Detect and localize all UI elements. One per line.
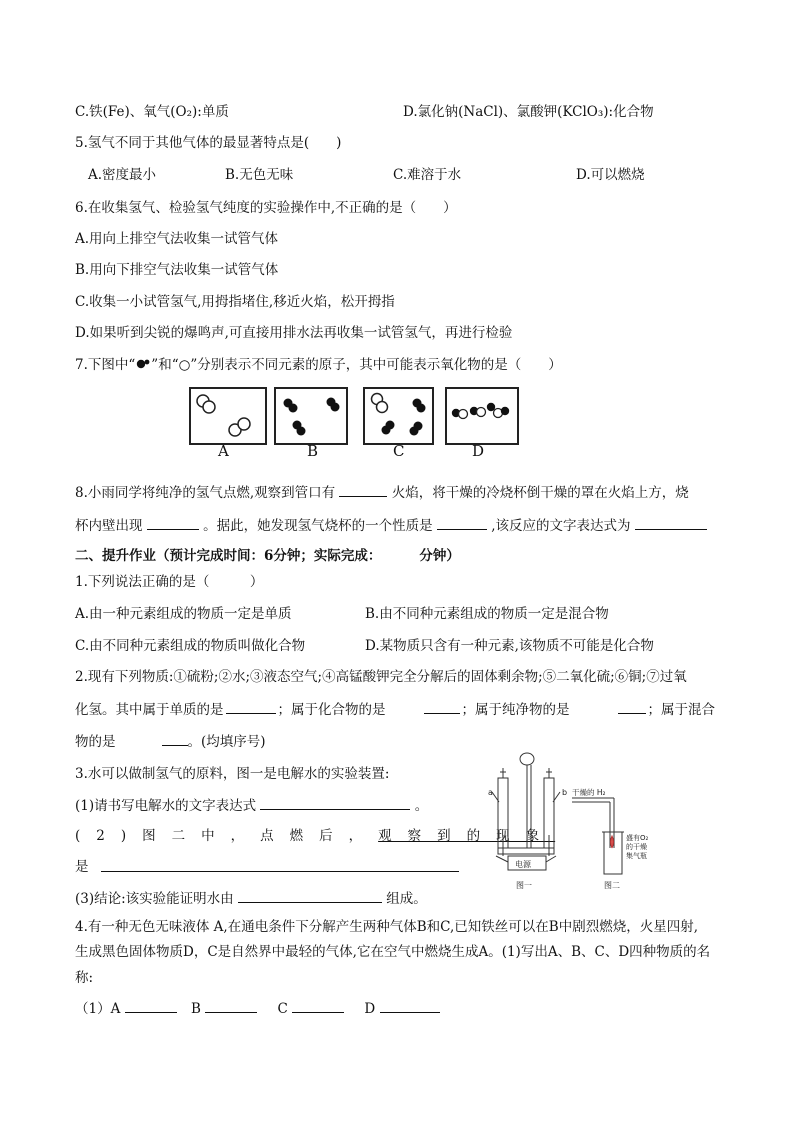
p2-blank-pure[interactable] (618, 699, 646, 714)
q7-label-d: D (472, 442, 485, 460)
p4-line-3: 称: (75, 970, 94, 986)
q6-option-a: A.用向上排空气法收集一试管气体 (75, 231, 279, 247)
q7-label-b: B (307, 442, 319, 460)
p3-apparatus-figures (478, 750, 678, 895)
section-2-title-text: 二、提升作业（预计完成时间：6分钟；实际完成： (75, 548, 382, 564)
p3-blank-composition[interactable] (238, 888, 382, 903)
p3-sub-2-underlined: 观察到的现象 (378, 828, 556, 844)
p4-label-c: C (277, 1001, 288, 1017)
p3-sub-3-end: 组成。 (386, 891, 427, 907)
p3-sub-3-text: (3)结论:该实验能证明水由 (75, 891, 234, 907)
p1-option-a: A.由一种元素组成的物质一定是单质 (75, 606, 292, 622)
p4-blank-b[interactable] (205, 998, 257, 1013)
figure-2-bottle-label-1: 盛有O₂ (626, 834, 649, 842)
p3-blank-observation[interactable] (101, 857, 459, 872)
q8-blank-flame[interactable] (339, 482, 387, 497)
p2-text-b: ；属于化合物的是 (277, 702, 386, 718)
p2-text-e: 物的是 (75, 734, 116, 750)
q8-line-2 (75, 515, 707, 536)
figure-1-power-label: 电源 (515, 860, 531, 869)
p3-sub-1-text: (1)请书写电解水的文字表达式 (75, 798, 257, 814)
p2-blank-elements[interactable] (226, 699, 276, 714)
p4-label-b: B (190, 1001, 201, 1017)
p3-sub-3 (75, 888, 427, 909)
q5-stem: 5.氢气不同于其他气体的最显著特点是( ) (75, 135, 342, 151)
p4-blank-a[interactable] (125, 998, 177, 1013)
q7-stem (75, 355, 562, 375)
p3-blank-expression[interactable] (260, 795, 410, 810)
p2-line-3 (75, 731, 266, 752)
box-a (190, 388, 266, 444)
p1-option-b: B.由不同种元素组成的物质一定是混合物 (365, 606, 609, 622)
figure-2-caption: 图二 (604, 881, 620, 890)
black-atom-pair-icon (135, 357, 151, 371)
q6-stem: 6.在收集氢气、检验氢气纯度的实验操作中,不正确的是（ ） (75, 200, 457, 216)
p3-stem: 3.水可以做制氢气的原料，图一是电解水的实验装置: (75, 766, 390, 782)
p4-line-1: 4.有一种无色无味液体 A,在通电条件下分解产生两种气体B和C,已知铁丝可以在B中剧烈燃烧，火星四射, (75, 919, 698, 935)
p4-answers (75, 998, 440, 1019)
p4-blank-c[interactable] (292, 998, 344, 1013)
section-2-title-end: 分钟） (419, 548, 460, 564)
p4-label-a: （1）A (75, 1001, 121, 1017)
q7-label-a: A (218, 442, 229, 460)
q8-line-1 (75, 482, 689, 503)
box-c (364, 388, 433, 444)
p2-text-f: 。(均填序号) (187, 734, 266, 750)
q5-option-c: C.难溶于水 (393, 167, 462, 183)
q8-blank-observation[interactable] (147, 515, 199, 530)
q5-option-d: D.可以燃烧 (576, 167, 645, 183)
q6-option-c: C.收集一小试管氢气,用拇指堵住,移近火焰，松开拇指 (75, 294, 395, 310)
q8-text-1: 8.小雨同学将纯净的氢气点燃,观察到管口有 (75, 485, 336, 501)
q5-option-a: A.密度最小 (88, 167, 157, 183)
p3-sub-2-line-2-text: 是 (75, 859, 89, 875)
p3-sub-1: (1)请书写电解水的文字表达式 。 (75, 795, 428, 816)
box-b (275, 388, 347, 444)
box-d (446, 388, 518, 444)
figure-2-bottle-label-2: 的干燥 (626, 843, 647, 851)
q8-text-3: 杯内壁出现 (75, 518, 143, 534)
figure-2-bottle-label-3: 集气瓶 (626, 852, 647, 860)
q8-text-2: 火焰，将干燥的冷烧杯倒干燥的罩在火焰上方，烧 (391, 485, 689, 501)
p2-line-1: 2.现有下列物质:①硫粉;②水;③液态空气;④高锰酸钾完全分解后的固体剩余物;⑤二氧化硫;⑥铜;⑦过氧 (75, 669, 687, 685)
p2-blank-compounds[interactable] (424, 699, 460, 714)
q4-option-d: D.氯化钠(NaCl)、氯酸钾(KClO₃):化合物 (403, 104, 654, 120)
p2-line-2 (75, 699, 715, 720)
q8-text-5: ,该反应的文字表达式为 (491, 518, 631, 534)
p1-option-d: D.某物质只含有一种元素,该物质不可能是化合物 (365, 638, 654, 654)
q8-text-4: 。据此，她发现氢气烧杯的一个性质是 (203, 518, 433, 534)
p2-text-a: 化氢。其中属于单质的是 (75, 702, 224, 718)
figure-2-combustion (572, 798, 624, 874)
figure-1-label-b: b (562, 788, 568, 797)
figure-1-electrolysis (492, 753, 560, 870)
q8-blank-property[interactable] (437, 515, 487, 530)
q8-blank-expression[interactable] (635, 515, 707, 530)
q6-option-d: D.如果听到尖锐的爆鸣声,可直接用排水法再收集一试管氢气，再进行检验 (75, 325, 513, 341)
p2-text-d: ；属于混合 (647, 702, 715, 718)
p3-sub-2-line-2 (75, 857, 459, 877)
p2-blank-mixtures[interactable] (162, 731, 188, 746)
q7-label-c: C (393, 442, 405, 460)
p4-label-d: D (364, 1001, 376, 1017)
p1-option-c: C.由不同种元素组成的物质叫做化合物 (75, 638, 306, 654)
p2-text-c: ；属于纯净物的是 (461, 702, 570, 718)
p3-sub-2-prefix: (2)图二中，点燃后， (75, 828, 379, 844)
section-2-title (75, 546, 460, 566)
q5-option-b: B.无色无味 (225, 167, 294, 183)
q7-stem-prefix: 7.下图中“ (75, 357, 136, 373)
p4-blank-d[interactable] (380, 998, 440, 1013)
figure-1-caption: 图一 (516, 881, 532, 890)
figure-1-label-a: a (488, 788, 493, 797)
q6-option-b: B.用向下排空气法收集一试管气体 (75, 262, 279, 278)
q7-stem-suffix: ”和“○”分别表示不同元素的原子，其中可能表示氧化物的是（ ） (151, 357, 562, 373)
q4-option-c: C.铁(Fe)、氧气(O₂):单质 (75, 104, 229, 120)
p4-line-2: 生成黑色固体物质D，C是自然界中最轻的气体,它在空气中燃烧生成A。(1)写出A、B、C、D四种物质的名 (75, 944, 711, 960)
p1-stem: 1.下列说法正确的是（ ） (75, 574, 264, 590)
figure-2-dry-h2-label: 干燥的 H₂ (572, 788, 606, 797)
